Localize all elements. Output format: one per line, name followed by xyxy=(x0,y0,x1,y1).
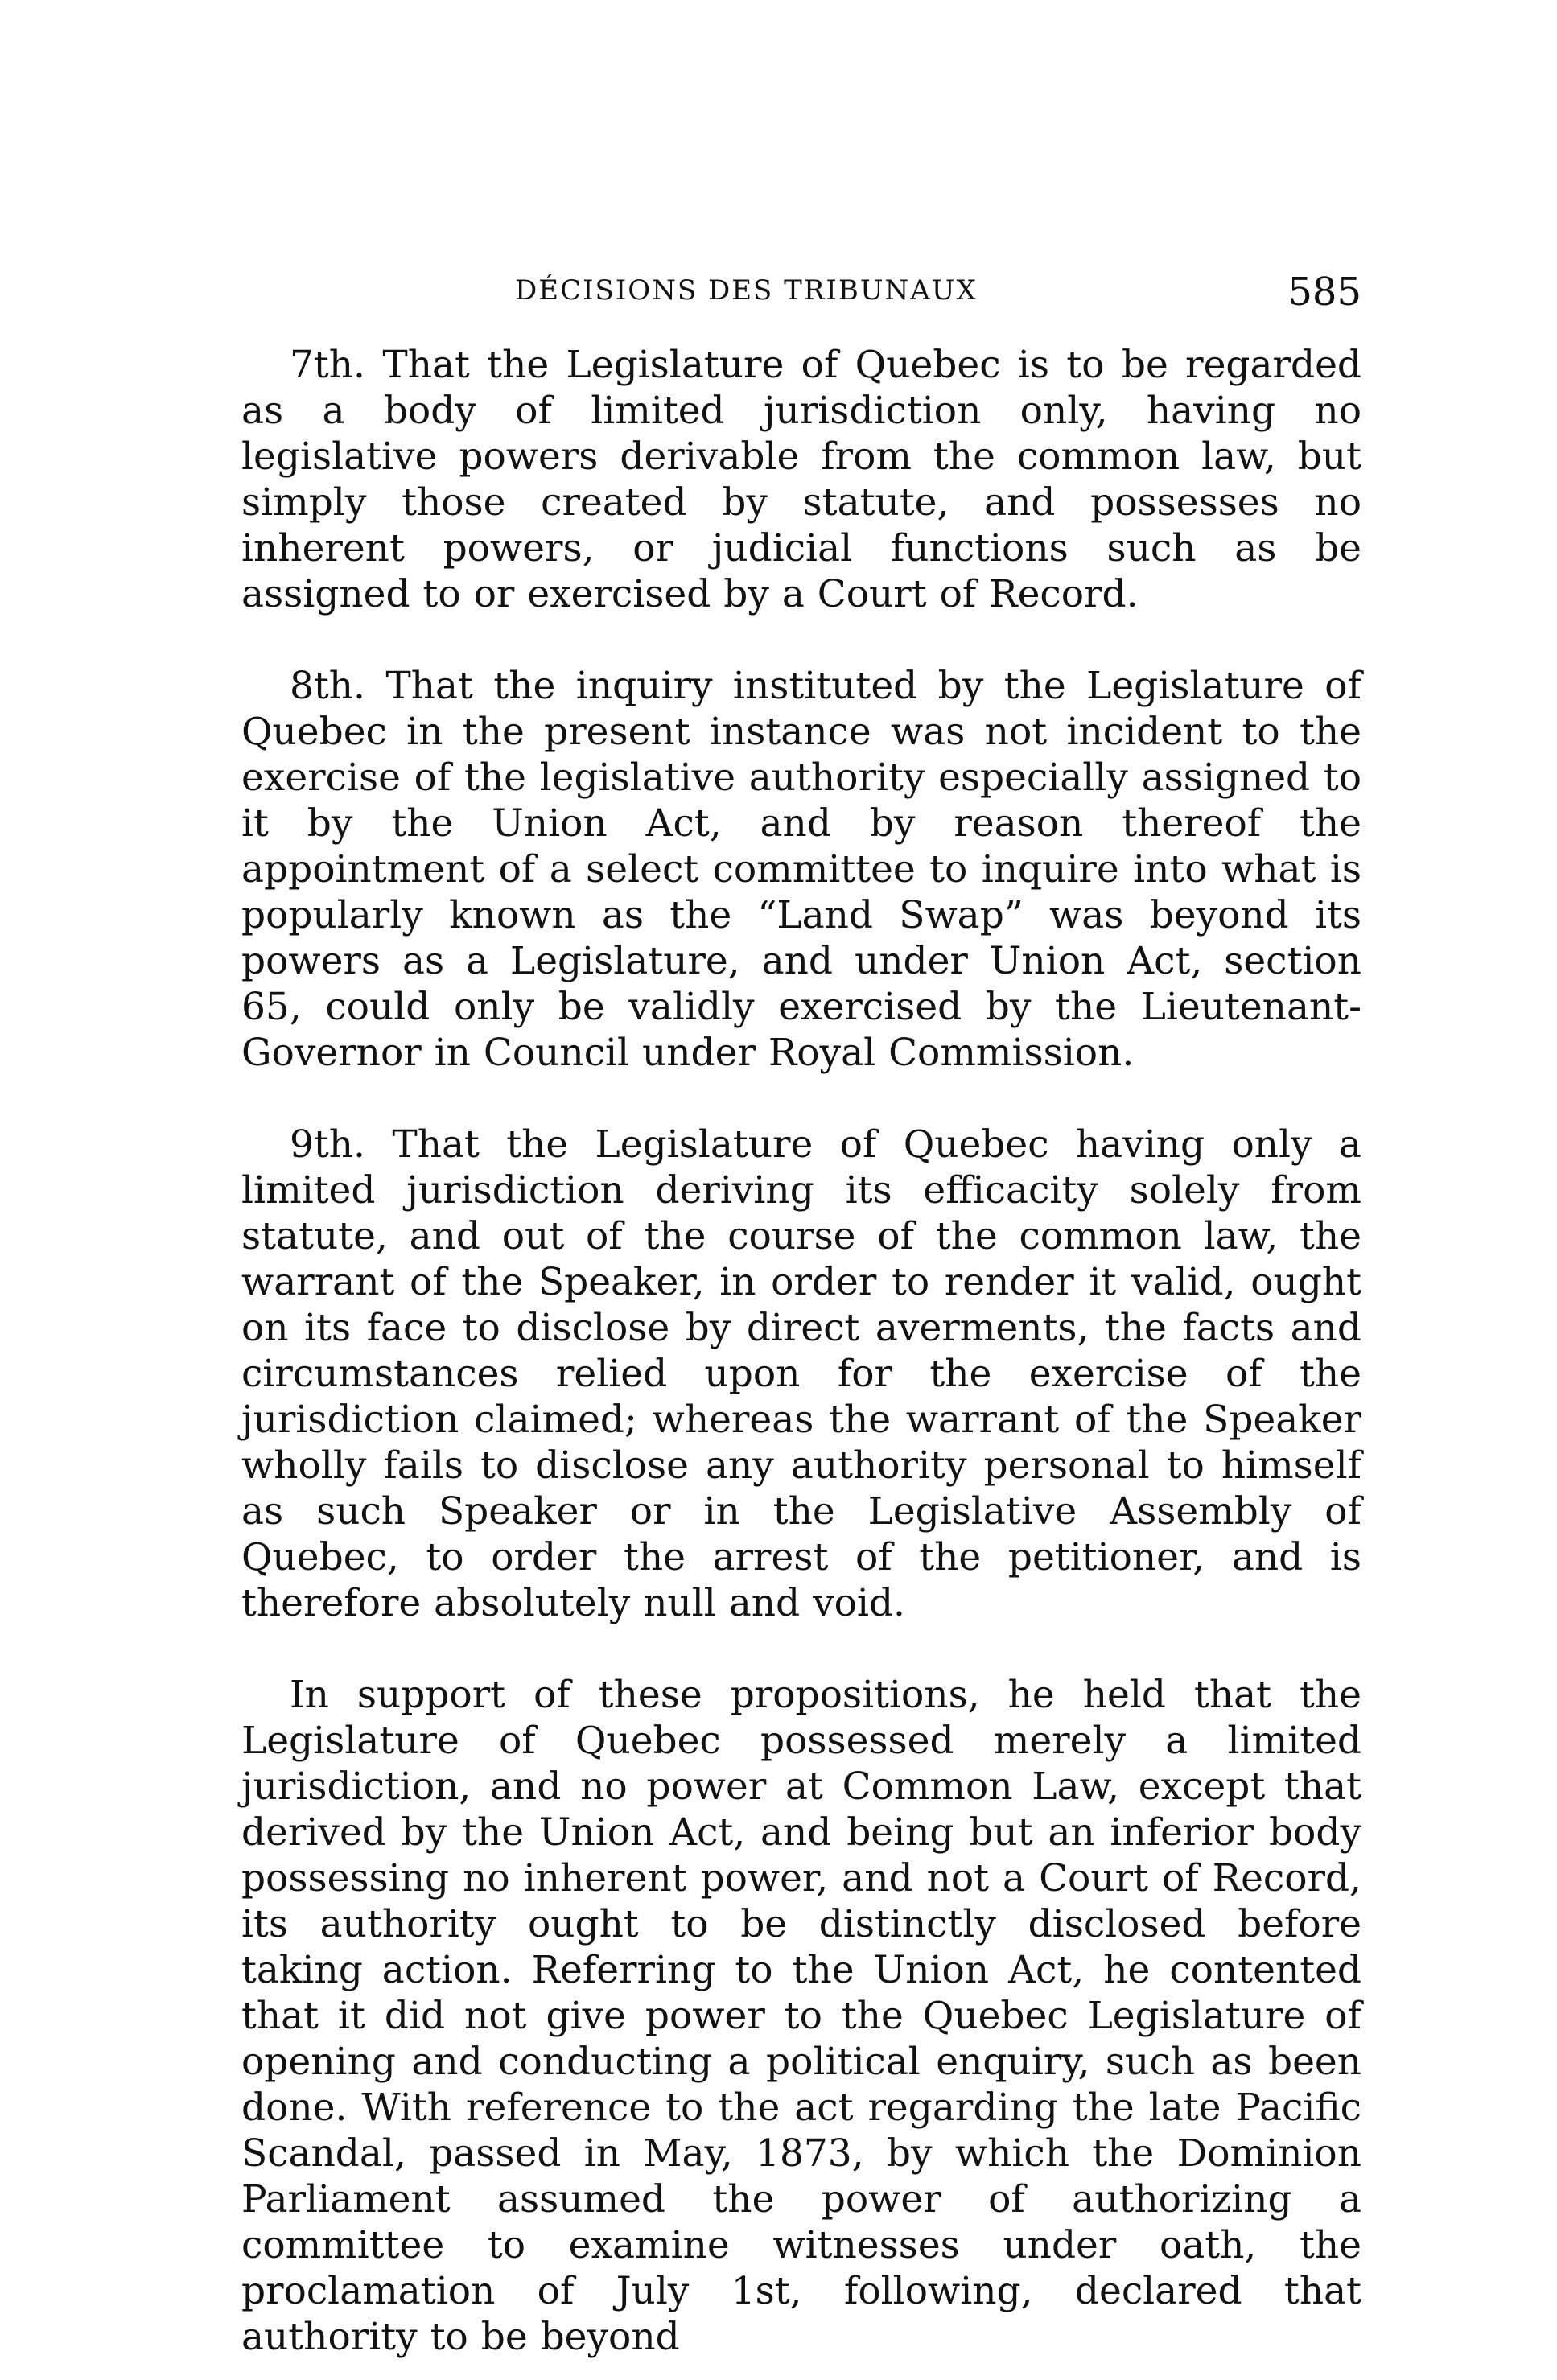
running-title: DÉCISIONS DES TRIBUNAUX xyxy=(515,274,978,307)
page-body xyxy=(241,342,1361,2360)
paragraph-7th: 7th. That the Legislature of Quebec is to be regarded as a body of limited jurisdiction only, having no legislative powers derivable from the common law, but simply those created by statute, and possesses no inherent powers, or judicial functions such as be assigned to or exercised by a Court of Record. xyxy=(241,343,1361,616)
paragraph-argument: In support of these propositions, he held that the Legislature of Quebec possessed merely a limited jurisdiction, and no power at Common Law, except that derived by the Union Act, and being but an inferior body possessing no inherent power, and not a Court of Record, its authority ought to be distinctly disclosed before taking action. Referring to the Union Act, he contented that it did not give power to the Quebec Legislature of opening and conducting a political enquiry, such as been done. With reference to the act regarding the late Pacific Scandal, passed in May, 1873, by which the Dominion Parliament assumed the power of authorizing a committee to examine witnesses under oath, the proclamation of July 1st, following, declared that authority to be beyond xyxy=(241,1673,1361,2359)
running-header xyxy=(241,270,1361,318)
paragraph-8th: 8th. That the inquiry instituted by the Legislature of Quebec in the present instance was not incident to the exercise of the legislative authority especially assigned to it by the Union Act, and by reason thereof the appointment of a select committee to inquire into what is popularly known as the “Land Swap” was beyond its powers as a Legislature, and under Union Act, section 65, could only be validly exercised by the Lieutenant-Governor in Council under Royal Commission. xyxy=(241,664,1361,1075)
paragraph-9th: 9th. That the Legislature of Quebec having only a limited jurisdiction deriving its efficacity solely from statute, and out of the course of the common law, the warrant of the Speaker, in order to render it valid, ought on its face to disclose by direct averments, the facts and circumstances relied upon for the exercise of the jurisdiction claimed; whereas the warrant of the Speaker wholly fails to disclose any authority personal to himself as such Speaker or in the Legislative Assembly of Quebec, to order the arrest of the petitioner, and is therefore absolutely null and void. xyxy=(241,1122,1361,1625)
page-number: 585 xyxy=(1287,270,1361,315)
